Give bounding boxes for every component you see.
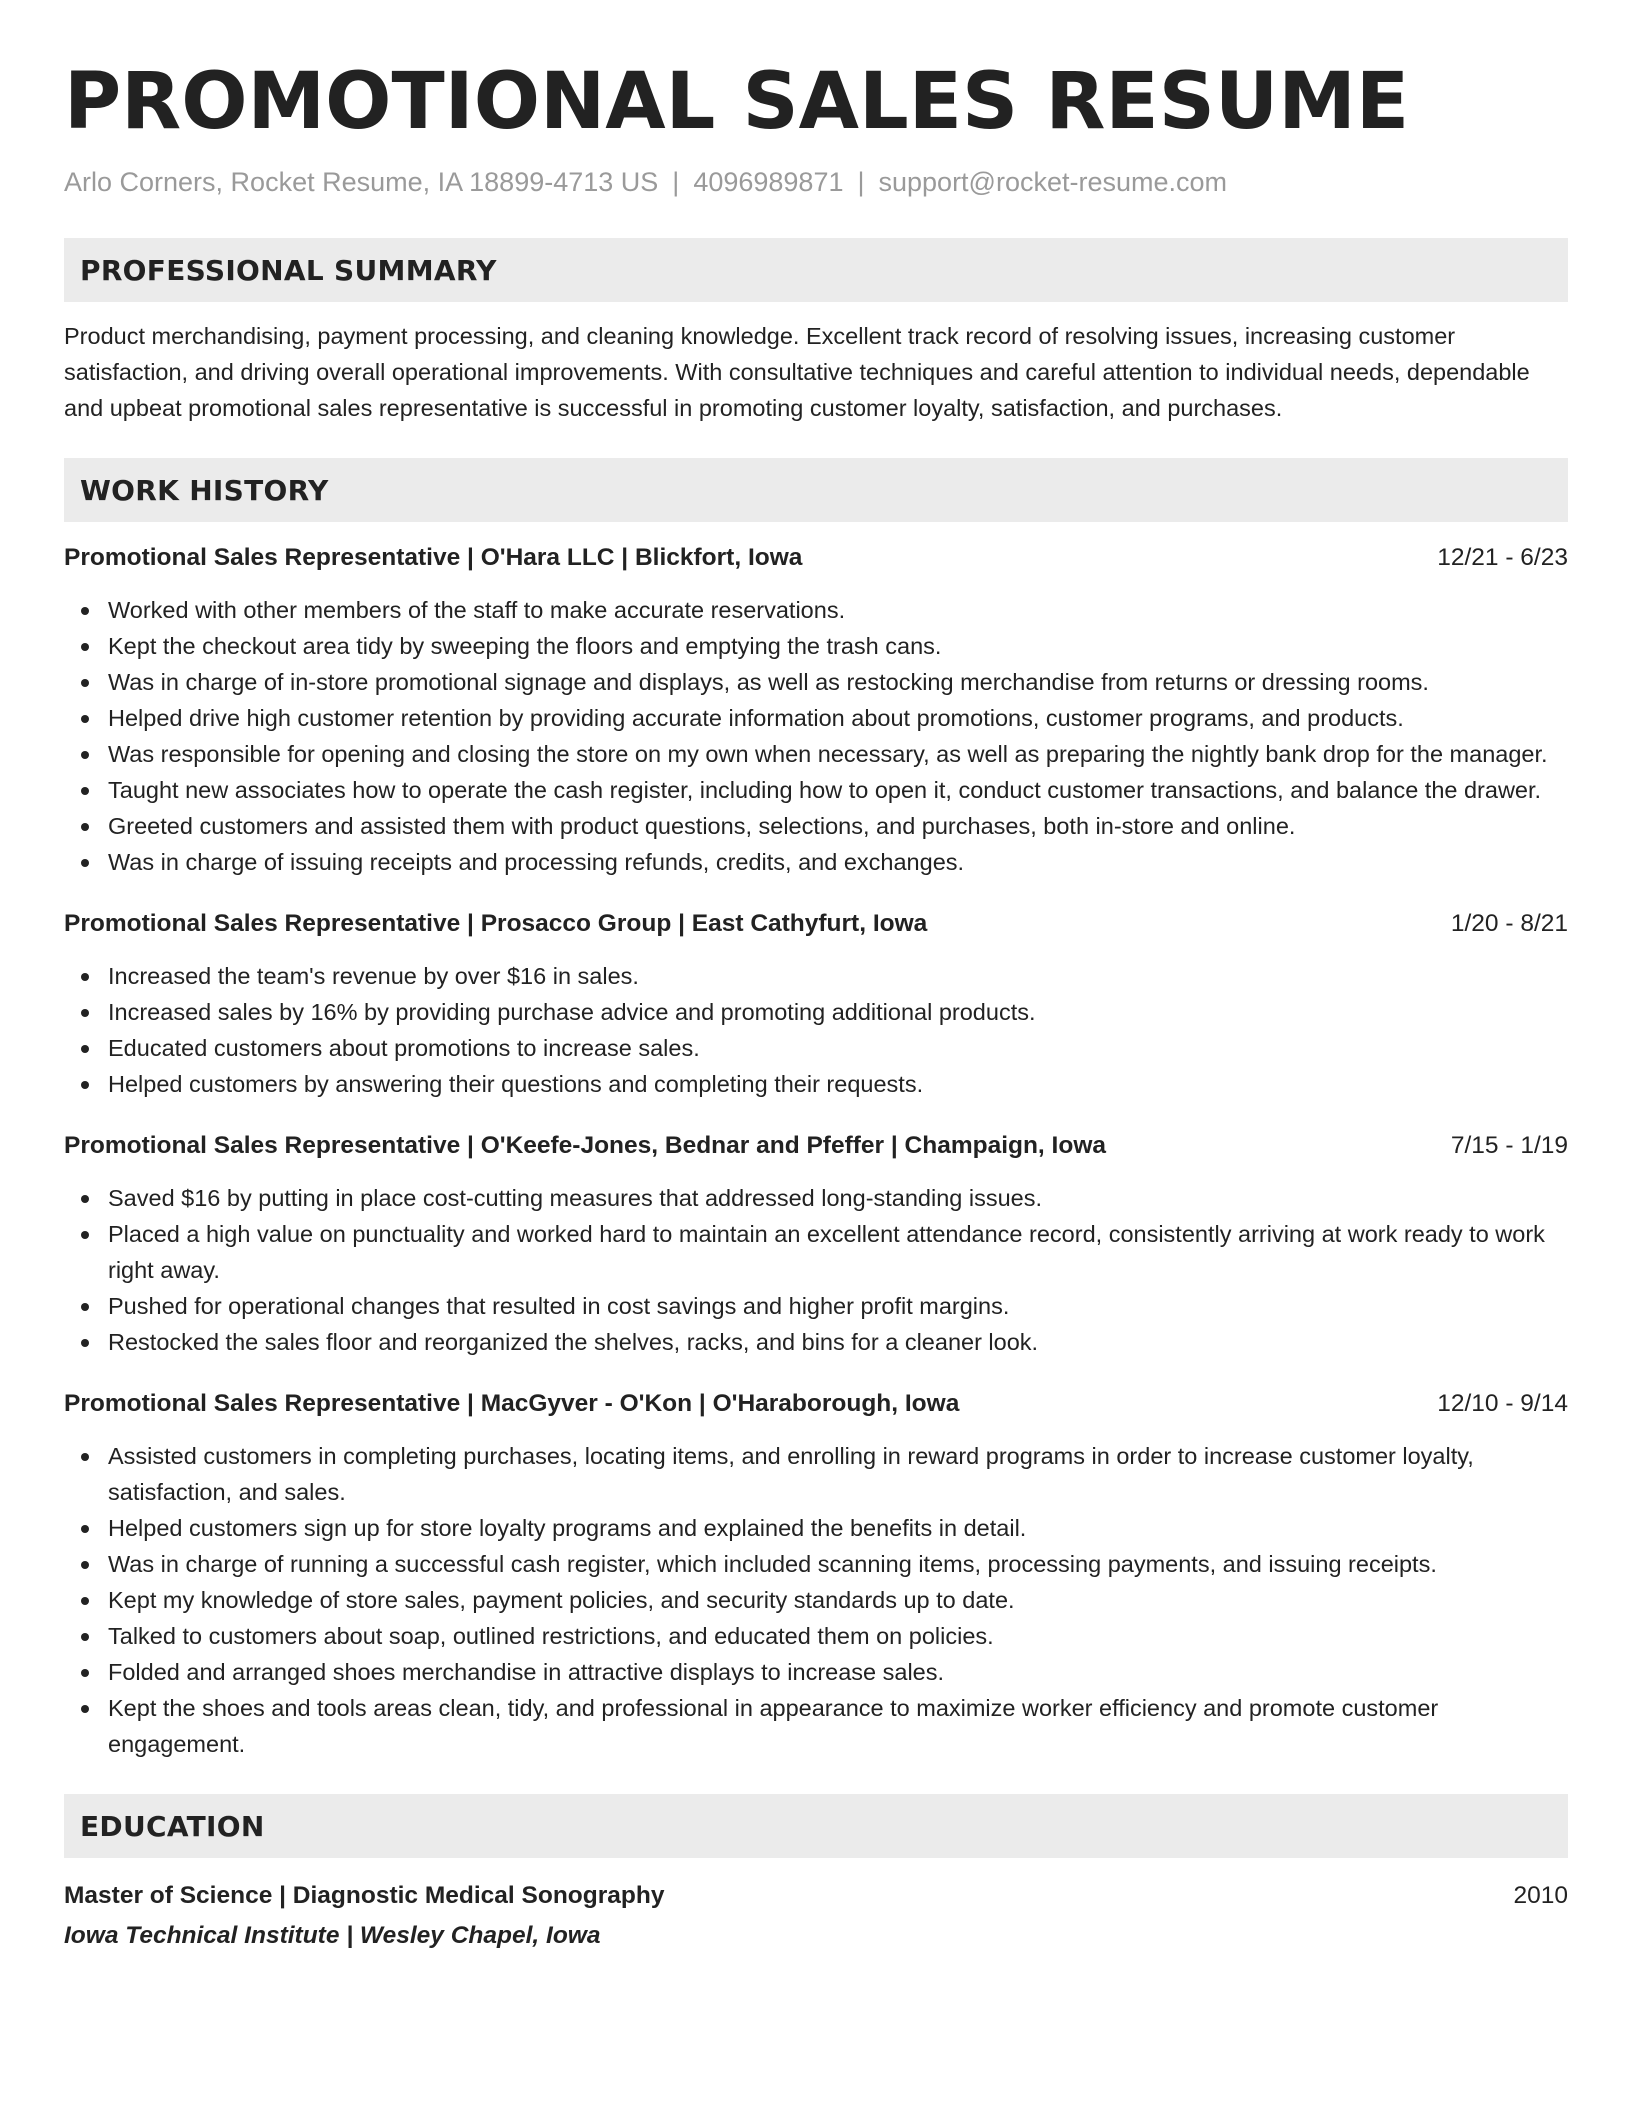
job-bullet: Was responsible for opening and closing the store on my own when necessary, as well as preparing the nightly bank drop for the manager. [64,736,1568,772]
education-degree: Master of Science | Diagnostic Medical Sonography [64,1882,665,1909]
job-dates: 12/10 - 9/14 [1437,1390,1568,1417]
job-bullet: Assisted customers in completing purchases, locating items, and enrolling in reward programs in order to increase customer loyalty, satisfaction, and sales. [64,1438,1568,1510]
job-entry [64,1128,1568,1360]
education-heading: EDUCATION [64,1794,1568,1858]
job-bullet: Kept my knowledge of store sales, payment policies, and security standards up to date. [64,1582,1568,1618]
job-dates: 7/15 - 1/19 [1450,1132,1568,1159]
work-history-heading: WORK HISTORY [64,458,1568,522]
job-bullet: Helped customers sign up for store loyalty programs and explained the benefits in detail. [64,1510,1568,1546]
contact-phone: 4096989871 [693,167,844,197]
summary-text: Product merchandising, payment processing, and cleaning knowledge. Excellent track record of resolving issues, increasing customer satisfaction, and driving overall operational improvements. With consultative techniques and careful attention to individual needs, dependable and upbeat promotional sales representative is successful in promoting customer loyalty, satisfaction, and purchases. [64,323,1530,421]
job-entry [64,540,1568,880]
job-bullet: Placed a high value on punctuality and worked hard to maintain an excellent attendance record, consistently arriving at work ready to work right away. [64,1216,1568,1288]
contact-separator: | [857,167,865,197]
job-dates: 1/20 - 8/21 [1450,910,1568,937]
job-bullet: Increased the team's revenue by over $16 in sales. [64,958,1568,994]
job-bullet: Folded and arranged shoes merchandise in attractive displays to increase sales. [64,1654,1568,1690]
job-title: Promotional Sales Representative | Prosacco Group | East Cathyfurt, Iowa [64,910,928,937]
job-header [64,540,1568,576]
summary-heading: PROFESSIONAL SUMMARY [64,238,1568,302]
job-bullet: Educated customers about promotions to increase sales. [64,1030,1568,1066]
job-bullet: Helped drive high customer retention by providing accurate information about promotions, customer programs, and products. [64,700,1568,736]
job-header [64,1386,1568,1422]
job-bullet: Restocked the sales floor and reorganized the shelves, racks, and bins for a cleaner look. [64,1324,1568,1360]
job-header [64,1128,1568,1164]
job-bullet: Pushed for operational changes that resulted in cost savings and higher profit margins. [64,1288,1568,1324]
education-year: 2010 [1513,1882,1568,1909]
job-bullet: Kept the shoes and tools areas clean, tidy, and professional in appearance to maximize worker efficiency and promote customer engagement. [64,1690,1568,1762]
job-dates: 12/21 - 6/23 [1437,544,1568,571]
job-bullet: Talked to customers about soap, outlined restrictions, and educated them on policies. [64,1618,1568,1654]
resume-title: PROMOTIONAL SALES RESUME [64,57,1410,147]
job-bullets [64,958,1568,1102]
job-header [64,906,1568,942]
job-bullet: Was in charge of issuing receipts and processing refunds, credits, and exchanges. [64,844,1568,880]
job-bullet: Taught new associates how to operate the cash register, including how to open it, conduct customer transactions, and balance the drawer. [64,772,1568,808]
job-bullets [64,1180,1568,1360]
job-bullet: Saved $16 by putting in place cost-cutting measures that addressed long-standing issues. [64,1180,1568,1216]
job-entry [64,906,1568,1102]
job-bullet: Was in charge of in-store promotional signage and displays, as well as restocking merchandise from returns or dressing rooms. [64,664,1568,700]
job-entry [64,1386,1568,1762]
education-entry [64,1878,1568,1954]
job-title: Promotional Sales Representative | O'Hara LLC | Blickfort, Iowa [64,544,803,571]
job-bullets [64,592,1568,880]
job-bullets [64,1438,1568,1762]
contact-line [64,162,1568,202]
education-header [64,1878,1568,1914]
job-title: Promotional Sales Representative | O'Keefe-Jones, Bednar and Pfeffer | Champaign, Iowa [64,1132,1107,1159]
job-bullet: Increased sales by 16% by providing purchase advice and promoting additional products. [64,994,1568,1030]
job-bullet: Kept the checkout area tidy by sweeping the floors and emptying the trash cans. [64,628,1568,664]
job-bullet: Helped customers by answering their questions and completing their requests. [64,1066,1568,1102]
resume-page [64,52,1568,1954]
job-bullet: Was in charge of running a successful cash register, which included scanning items, processing payments, and issuing receipts. [64,1546,1568,1582]
education-school: Iowa Technical Institute | Wesley Chapel, Iowa [64,1922,601,1949]
contact-address: Arlo Corners, Rocket Resume, IA 18899-4713 US [64,167,659,197]
job-bullet: Worked with other members of the staff to make accurate reservations. [64,592,1568,628]
contact-separator: | [672,167,680,197]
job-title: Promotional Sales Representative | MacGyver - O'Kon | O'Haraborough, Iowa [64,1390,960,1417]
contact-email: support@rocket-resume.com [878,167,1228,197]
job-bullet: Greeted customers and assisted them with product questions, selections, and purchases, both in-store and online. [64,808,1568,844]
